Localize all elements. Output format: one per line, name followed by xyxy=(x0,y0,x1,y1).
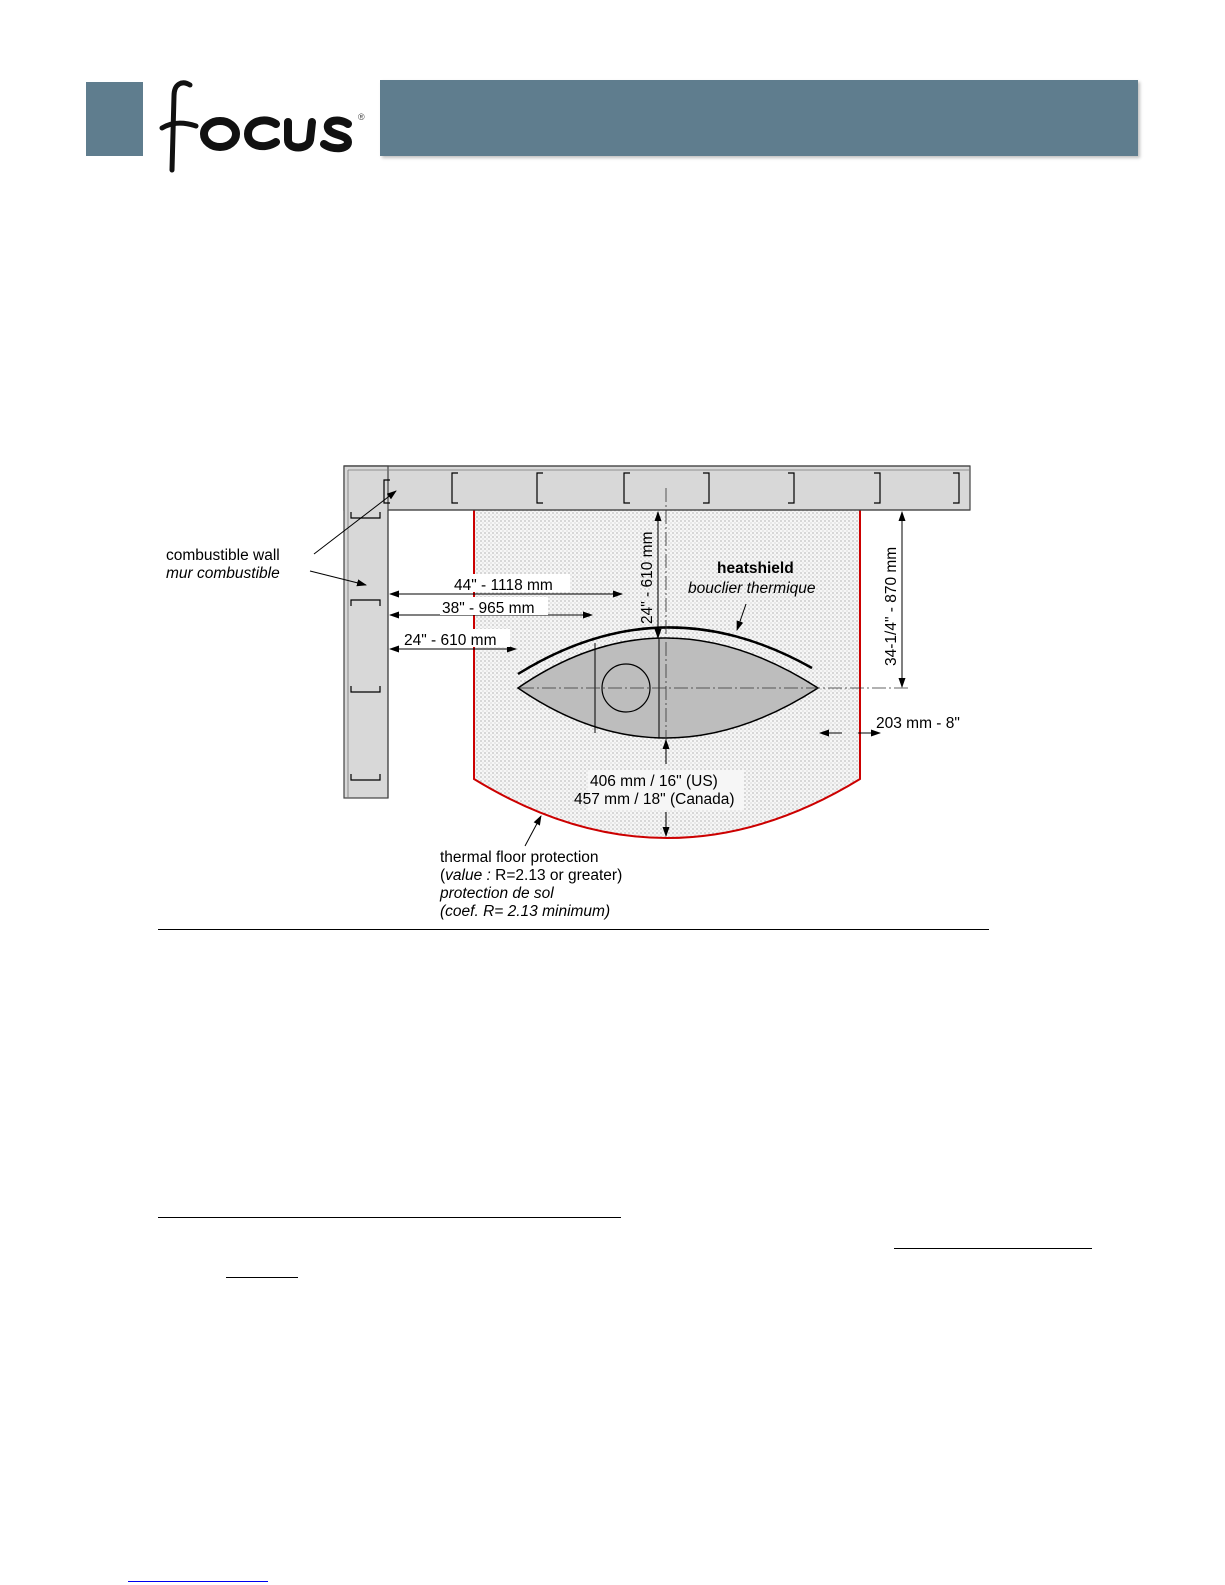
floor-leader xyxy=(525,816,541,846)
dim-38-label: 38" - 965 mm xyxy=(442,600,535,617)
floor-protection-value: (value : R=2.13 or greater) xyxy=(440,867,623,884)
dim-44-label: 44" - 1118 mm xyxy=(454,577,553,594)
heatshield-label-fr: bouclier thermique xyxy=(688,580,816,597)
dim-front-ca-label: 457 mm / 18" (Canada) xyxy=(574,791,735,808)
dim-34-label: 34-1/4" - 870 mm xyxy=(883,546,900,666)
diagram-bottom-rule xyxy=(158,929,989,930)
wall-label: combustible wall xyxy=(166,547,280,564)
section-underline xyxy=(158,1217,621,1218)
blank-underline-right xyxy=(894,1248,1092,1249)
dim-203-label: 203 mm - 8" xyxy=(876,715,960,732)
dim-front-us-label: 406 mm / 16" (US) xyxy=(590,773,718,790)
footer-link-underline[interactable] xyxy=(128,1581,268,1582)
dim-24-side-label: 24" - 610 mm xyxy=(404,632,497,649)
floor-protection-label: thermal floor protection xyxy=(440,849,599,866)
wall-label-fr: mur combustible xyxy=(166,565,280,582)
heatshield-label: heatshield xyxy=(717,560,794,577)
floor-protection-value-fr: (coef. R= 2.13 minimum) xyxy=(440,903,611,920)
registered-mark: ® xyxy=(358,112,365,122)
floor-protection-label-fr: protection de sol xyxy=(440,885,554,902)
blank-underline-left xyxy=(226,1277,298,1278)
dim-24-back-label: 24" - 610 mm xyxy=(639,531,656,624)
